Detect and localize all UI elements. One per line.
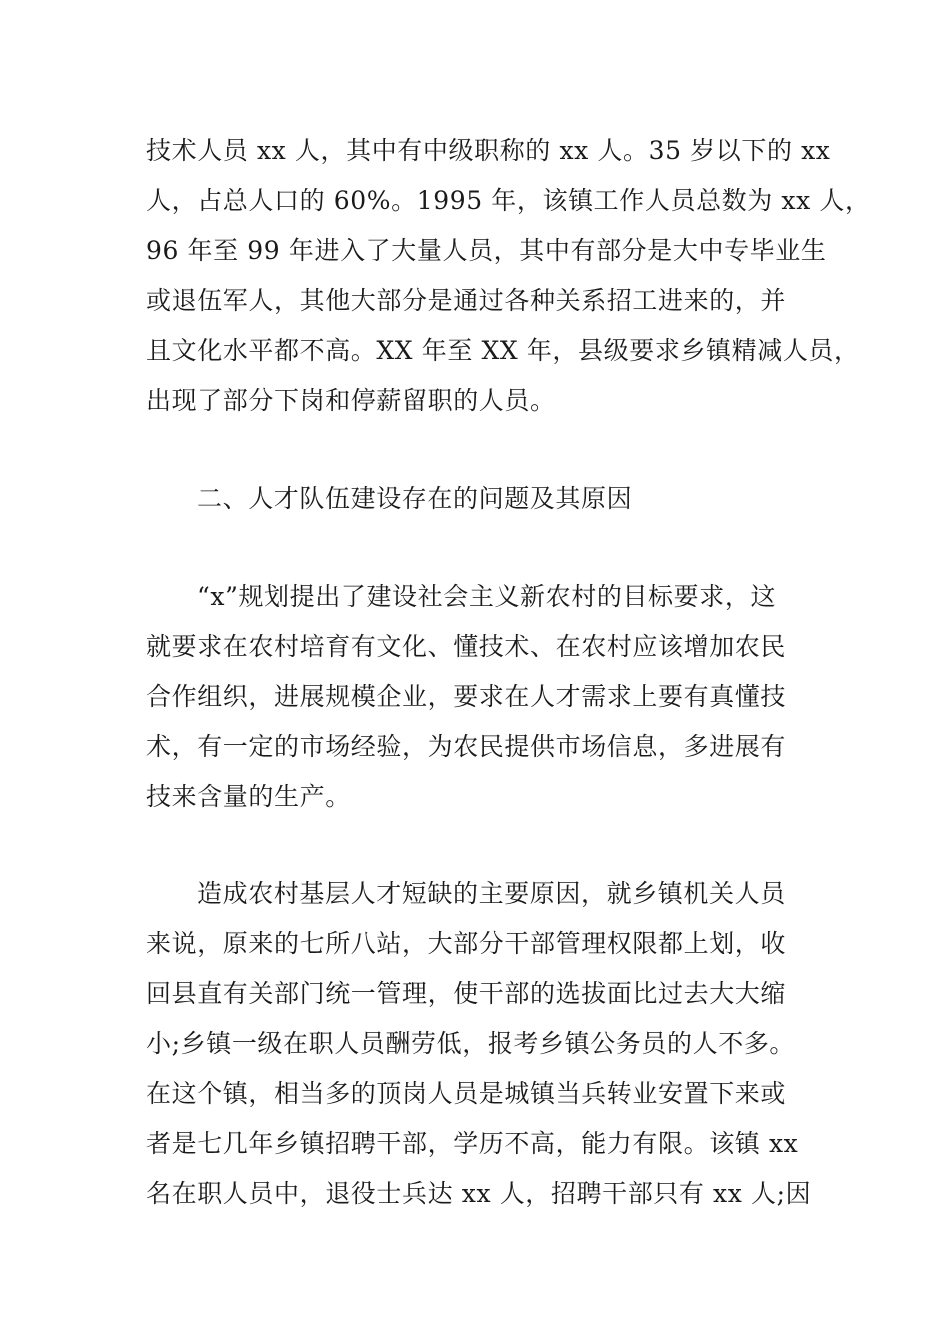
text-line: 技来含量的生产。 bbox=[146, 782, 351, 811]
text-line: 来说，原来的七所八站，大部分干部管理权限都上划，收 bbox=[146, 929, 787, 958]
text-line: 96 年至 99 年进入了大量人员，其中有部分是大中专毕业生 bbox=[146, 236, 827, 265]
text-line: 或退伍军人，其他大部分是通过各种关系招工进来的，并 bbox=[146, 286, 787, 315]
text-line: 回县直有关部门统一管理，使干部的选拔面比过去大大缩 bbox=[146, 979, 787, 1008]
text-line: “x”规划提出了建设社会主义新农村的目标要求，这 bbox=[197, 582, 777, 611]
text-line: 者是七几年乡镇招聘干部，学历不高，能力有限。该镇 xx bbox=[146, 1129, 799, 1158]
text-line: 人，占总人口的 60%。1995 年，该镇工作人员总数为 xx 人， bbox=[146, 186, 871, 215]
text-line: 合作组织，进展规模企业，要求在人才需求上要有真懂技 bbox=[146, 682, 787, 711]
text-line: 小;乡镇一级在职人员酬劳低，报考乡镇公务员的人不多。 bbox=[146, 1029, 796, 1058]
text-line: 技术人员 xx 人，其中有中级职称的 xx 人。35 岁以下的 xx bbox=[146, 136, 831, 165]
text-line: 且文化水平都不高。XX 年至 XX 年，县级要求乡镇精减人员， bbox=[146, 336, 860, 365]
text-line: 术，有一定的市场经验，为农民提供市场信息，多进展有 bbox=[146, 732, 787, 761]
text-line: 造成农村基层人才短缺的主要原因，就乡镇机关人员 bbox=[197, 879, 786, 908]
text-line: 就要求在农村培育有文化、懂技术、在农村应该增加农民 bbox=[146, 632, 787, 661]
text-line: 在这个镇，相当多的顶岗人员是城镇当兵转业安置下来或 bbox=[146, 1079, 787, 1108]
text-line: 出现了部分下岗和停薪留职的人员。 bbox=[146, 386, 556, 415]
text-line: 名在职人员中，退役士兵达 xx 人，招聘干部只有 xx 人;因 bbox=[146, 1179, 812, 1208]
section-heading: 二、人才队伍建设存在的问题及其原因 bbox=[197, 484, 633, 513]
